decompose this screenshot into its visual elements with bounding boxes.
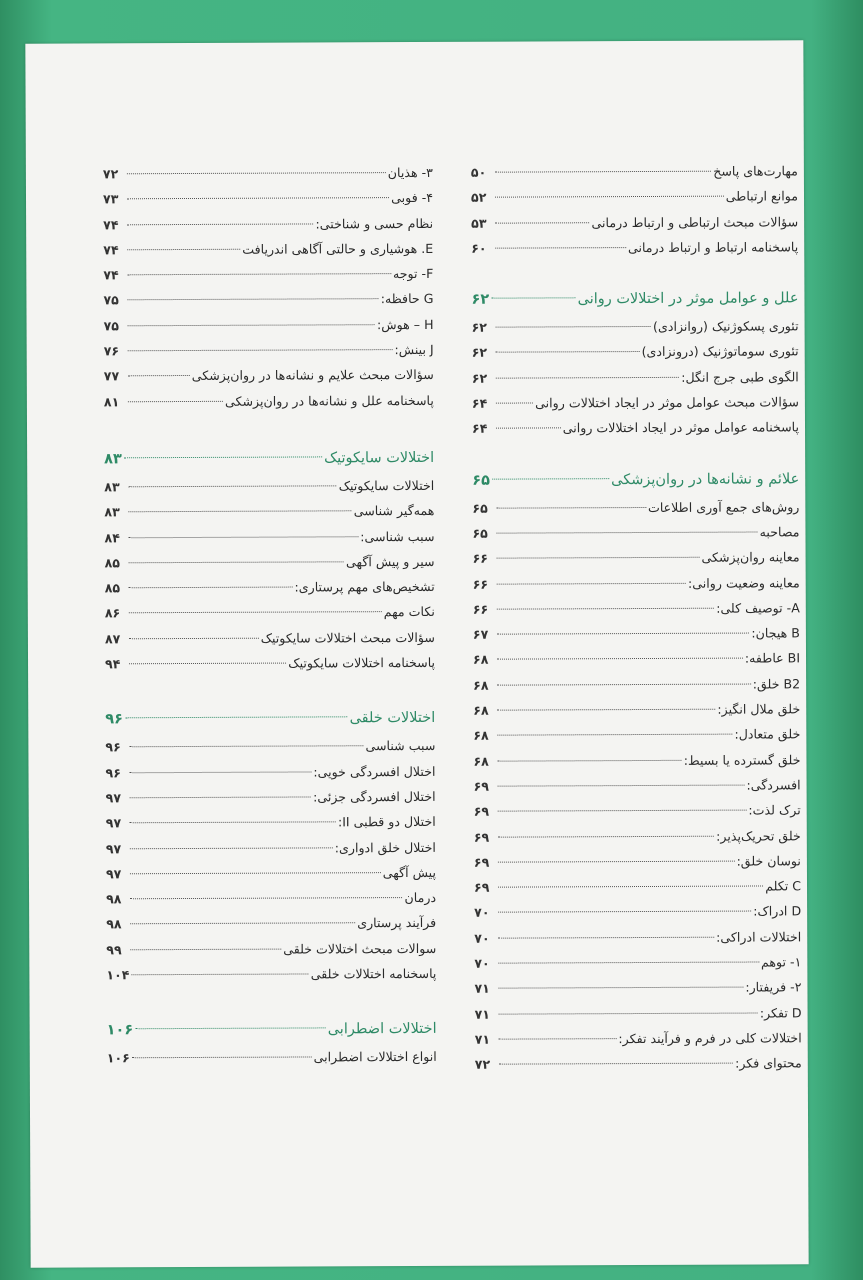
toc-entry bbox=[473, 595, 800, 622]
toc-right-column bbox=[471, 158, 802, 1077]
toc-entry-title: ۳- هذیان bbox=[387, 164, 433, 181]
section-heading bbox=[471, 284, 798, 315]
toc-entry bbox=[471, 184, 798, 211]
section-heading-title: اختلالات اضطرابی bbox=[327, 1021, 437, 1038]
toc-entry-page: ۱۰۶ bbox=[106, 1050, 130, 1066]
toc-entry-title: اختلال دو قطبی II: bbox=[337, 814, 436, 830]
dot-leader bbox=[496, 376, 679, 379]
toc-entry-title: مهارت‌های پاسخ bbox=[713, 163, 798, 179]
toc-group bbox=[104, 473, 435, 677]
toc-entry-title: افسردگی: bbox=[746, 777, 801, 793]
toc-entry-page: ۶۹ bbox=[473, 778, 489, 794]
section-heading-page: ۱۰۶ bbox=[106, 1022, 134, 1039]
toc-entry-page: ۵۰ bbox=[470, 164, 487, 180]
dot-leader bbox=[128, 323, 375, 326]
dot-leader bbox=[495, 221, 589, 223]
toc-entry bbox=[105, 759, 435, 786]
toc-entry bbox=[474, 899, 801, 926]
toc-entry-title: BI عاطفه: bbox=[744, 650, 801, 667]
toc-entry-page: ۱۰۴ bbox=[106, 967, 130, 983]
toc-entry-page: ۸۴ bbox=[104, 529, 120, 545]
toc-entry bbox=[473, 671, 800, 698]
section-heading-title: علل و عوامل موثر در اختلالات روانی bbox=[577, 290, 799, 308]
toc-entry-page: ۶۸ bbox=[473, 753, 489, 769]
toc-entry bbox=[103, 185, 433, 212]
dot-leader bbox=[127, 196, 389, 199]
toc-entry-title: اختلال خلق ادواری: bbox=[334, 839, 436, 855]
dot-leader bbox=[497, 556, 700, 559]
toc-entry-page: ۶۷ bbox=[472, 626, 489, 642]
toc-entry-page: ۷۲ bbox=[474, 1056, 491, 1072]
toc-left-column bbox=[103, 160, 437, 1071]
toc-entry-title: D ادراک: bbox=[753, 903, 802, 919]
toc-entry bbox=[105, 733, 435, 760]
toc-entry-title: همه‌گیر شناسی bbox=[353, 503, 435, 519]
toc-entry-title: درمان bbox=[404, 890, 437, 906]
toc-entry bbox=[104, 523, 434, 550]
dot-leader bbox=[128, 374, 190, 376]
dot-leader bbox=[498, 809, 747, 812]
dot-leader bbox=[130, 821, 336, 824]
dot-leader bbox=[496, 402, 533, 404]
toc-entry-title: تئوری سوماتوژنیک (درونزادی) bbox=[641, 343, 799, 360]
dot-leader bbox=[128, 484, 336, 487]
dot-leader bbox=[128, 535, 358, 538]
toc-entry-page: ۶۸ bbox=[473, 728, 489, 744]
section-heading-title: علائم و نشانه‌ها در روان‌پزشکی bbox=[611, 471, 800, 488]
toc-entry-page: ۶۵ bbox=[472, 525, 488, 541]
dot-leader bbox=[127, 222, 313, 225]
section-heading bbox=[107, 1014, 437, 1045]
dot-leader bbox=[130, 947, 281, 950]
toc-entry bbox=[471, 209, 798, 236]
toc-entry bbox=[475, 1051, 802, 1078]
toc-entry-page: ۶۶ bbox=[472, 576, 489, 592]
toc-entry-page: ۹۸ bbox=[106, 916, 122, 932]
toc-entry-page: ۶۸ bbox=[473, 702, 489, 718]
toc-entry-page: ۵۲ bbox=[470, 189, 487, 206]
toc-group bbox=[472, 314, 800, 442]
toc-entry-page: ۷۱ bbox=[474, 1031, 491, 1047]
toc-entry-page: ۶۹ bbox=[473, 854, 490, 870]
toc-entry-title: B هیجان: bbox=[751, 625, 800, 641]
dot-leader bbox=[496, 427, 561, 429]
toc-entry bbox=[104, 473, 434, 500]
toc-entry-page: ۵۳ bbox=[471, 215, 487, 231]
dot-leader bbox=[498, 961, 759, 964]
toc-entry-title: سؤالات مبحث اختلالات سایکوتیک bbox=[260, 629, 435, 646]
dot-leader bbox=[498, 986, 743, 989]
dot-leader bbox=[130, 871, 381, 874]
toc-entry bbox=[474, 924, 801, 951]
toc-entry-page: ۶۹ bbox=[473, 829, 490, 845]
toc-entry-title: فرآیند پرستاری bbox=[357, 915, 437, 931]
toc-entry bbox=[104, 388, 434, 415]
toc-entry bbox=[474, 823, 801, 850]
dot-leader bbox=[128, 348, 393, 351]
dot-leader bbox=[128, 400, 223, 402]
toc-entry bbox=[104, 312, 434, 339]
dot-leader bbox=[497, 758, 681, 761]
dot-leader bbox=[497, 632, 749, 635]
section-heading-page: ۹۶ bbox=[105, 711, 124, 728]
toc-entry-page: ۹۷ bbox=[105, 840, 122, 856]
toc-entry bbox=[106, 834, 436, 861]
toc-entry-title: پاسخنامه اختلالات خلقی bbox=[310, 965, 437, 982]
toc-entry-page: ۹۶ bbox=[105, 764, 121, 781]
toc-entry-page: ۷۶ bbox=[103, 343, 120, 359]
toc-entry-page: ۶۶ bbox=[472, 550, 488, 567]
toc-entry-page: ۶۹ bbox=[473, 879, 490, 895]
section-heading-title: اختلالات خلقی bbox=[349, 710, 436, 727]
dot-leader bbox=[498, 859, 735, 862]
toc-entry bbox=[473, 545, 800, 572]
toc-entry-title: پاسخنامه عوامل موثر در ایجاد اختلالات روانی bbox=[562, 419, 800, 436]
dot-leader bbox=[129, 560, 344, 563]
dot-leader bbox=[495, 195, 724, 198]
toc-entry-title: سیر و پیش آگهی bbox=[346, 553, 435, 570]
toc-entry-page: ۷۰ bbox=[474, 905, 490, 921]
toc-entry bbox=[105, 599, 435, 626]
toc-entry-title: پاسخنامه ارتباط و ارتباط درمانی bbox=[627, 239, 799, 255]
toc-entry-page: ۶۶ bbox=[472, 601, 489, 617]
toc-entry-page: ۹۷ bbox=[105, 790, 122, 806]
toc-entry bbox=[103, 261, 433, 288]
dot-leader bbox=[127, 248, 240, 250]
dot-leader bbox=[130, 846, 333, 849]
dot-leader bbox=[498, 910, 751, 913]
dot-leader bbox=[129, 586, 293, 589]
toc-entry bbox=[474, 975, 801, 1002]
toc-entry bbox=[471, 234, 798, 261]
toc-entry-title: خلق متعادل: bbox=[734, 726, 801, 742]
toc-entry bbox=[472, 519, 799, 546]
toc-entry-page: ۸۵ bbox=[104, 555, 121, 571]
toc-group bbox=[472, 494, 802, 1077]
dot-leader bbox=[128, 510, 351, 513]
toc-entry bbox=[473, 620, 800, 647]
toc-entry-title: H – هوش: bbox=[376, 316, 434, 332]
toc-entry-title: خلق تحریک‌پذیر: bbox=[716, 827, 801, 844]
section-heading bbox=[104, 443, 434, 474]
dot-leader bbox=[496, 506, 646, 509]
toc-entry bbox=[471, 158, 798, 185]
toc-entry-title: اختلال افسردگی خویی: bbox=[313, 763, 436, 780]
toc-entry-page: ۹۴ bbox=[105, 656, 121, 672]
book-page bbox=[25, 40, 808, 1267]
toc-entry-title: ۴- فوبی bbox=[391, 190, 434, 206]
toc-entry-page: ۶۴ bbox=[471, 395, 488, 411]
toc-entry bbox=[105, 650, 435, 677]
toc-entry bbox=[106, 784, 436, 811]
toc-entry-title: مصاحبه bbox=[759, 524, 800, 540]
toc-entry-title: معاینه وضعیت روانی: bbox=[688, 574, 800, 591]
toc-entry-title: سبب شناسی: bbox=[360, 528, 435, 544]
toc-entry-title: اختلال افسردگی جزئی: bbox=[313, 788, 436, 805]
toc-entry-title: D تفکر: bbox=[759, 1004, 802, 1021]
toc-entry-title: ترک لذت: bbox=[748, 802, 801, 818]
toc-entry-title: تشخیص‌های مهم پرستاری: bbox=[294, 579, 435, 595]
toc-entry bbox=[103, 160, 433, 187]
dot-leader bbox=[495, 246, 626, 249]
toc-group bbox=[103, 160, 434, 414]
dot-leader bbox=[497, 581, 686, 584]
toc-entry bbox=[104, 362, 434, 389]
toc-entry-title: پاسخنامه اختلالات سایکوتیک bbox=[288, 654, 436, 671]
section-heading-title: اختلالات سایکوتیک bbox=[324, 449, 435, 467]
toc-entry-title: C تکلم bbox=[765, 878, 802, 894]
dot-leader bbox=[132, 1056, 312, 1059]
toc-entry bbox=[104, 498, 434, 525]
dot-leader bbox=[498, 784, 745, 787]
toc-entry bbox=[473, 570, 800, 597]
dot-leader bbox=[130, 795, 311, 798]
toc-group bbox=[107, 1044, 437, 1071]
toc-entry bbox=[105, 574, 435, 601]
toc-entry bbox=[106, 936, 436, 963]
toc-entry-title: معاینه روان‌پزشکی bbox=[701, 549, 800, 566]
toc-entry-title: ۲- فریفتار: bbox=[745, 979, 802, 995]
dot-leader bbox=[497, 607, 714, 610]
toc-entry-title: E. هوشیاری و حالتی آگاهی اندریافت bbox=[242, 240, 434, 257]
toc-entry-title: اختلالات سایکوتیک bbox=[338, 477, 435, 494]
toc-entry bbox=[106, 961, 436, 988]
toc-entry-page: ۷۱ bbox=[474, 980, 490, 997]
toc-entry-page: ۸۳ bbox=[104, 504, 120, 520]
dot-leader bbox=[496, 325, 651, 328]
dot-leader bbox=[129, 662, 286, 665]
section-heading-page: ۸۳ bbox=[104, 451, 122, 468]
toc-entry-page: ۷۴ bbox=[103, 267, 119, 283]
toc-entry-title: الگوی طبی جرج انگل: bbox=[681, 369, 799, 385]
toc-entry bbox=[473, 696, 800, 723]
toc-entry bbox=[103, 236, 433, 263]
toc-entry-title: خلق ملال انگیز: bbox=[717, 701, 801, 717]
toc-entry bbox=[106, 910, 436, 937]
toc-entry-page: ۶۰ bbox=[471, 240, 487, 256]
toc-entry-title: نوسان خلق: bbox=[736, 853, 801, 869]
dot-leader bbox=[498, 885, 763, 888]
dot-leader bbox=[130, 896, 402, 899]
toc-entry bbox=[472, 339, 799, 366]
toc-entry-title: موانع ارتباطی bbox=[725, 188, 799, 204]
dot-leader bbox=[130, 770, 312, 773]
dot-leader bbox=[499, 1062, 733, 1065]
toc-entry-title: ۱- توهم bbox=[760, 954, 802, 970]
toc-entry-page: ۷۱ bbox=[474, 1006, 490, 1022]
toc-entry bbox=[474, 772, 801, 799]
toc-entry bbox=[473, 646, 800, 673]
toc-entry bbox=[473, 722, 800, 749]
toc-entry bbox=[105, 549, 435, 576]
toc-entry-title: اختلالات ادراکی: bbox=[716, 929, 802, 945]
dot-leader bbox=[127, 298, 378, 301]
dot-leader bbox=[130, 922, 355, 925]
toc-entry-title: روش‌های جمع آوری اطلاعات bbox=[647, 499, 800, 515]
toc-entry-page: ۸۳ bbox=[104, 479, 120, 495]
toc-entry-title: J بینش: bbox=[394, 342, 434, 358]
toc-entry bbox=[472, 389, 799, 416]
section-heading bbox=[472, 464, 799, 495]
toc-entry-title: F- توجه bbox=[392, 266, 434, 282]
dot-leader bbox=[498, 935, 714, 938]
toc-entry bbox=[475, 1000, 802, 1027]
toc-entry bbox=[106, 860, 436, 887]
toc-entry-page: ۷۰ bbox=[474, 955, 490, 971]
toc-entry-page: ۶۸ bbox=[472, 652, 489, 668]
toc-group bbox=[105, 733, 436, 987]
toc-entry-page: ۸۷ bbox=[104, 631, 121, 647]
dot-leader bbox=[499, 1037, 617, 1040]
toc-entry-title: انواع اختلالات اضطرابی bbox=[313, 1049, 437, 1065]
toc-entry bbox=[472, 364, 799, 391]
toc-entry-page: ۶۸ bbox=[473, 677, 489, 693]
toc-entry bbox=[475, 1025, 802, 1052]
toc-entry bbox=[473, 747, 800, 774]
toc-entry-title: A- توصیف کلی: bbox=[716, 600, 800, 616]
toc-entry-title: اختلالات کلی در فرم و فرآیند تفکر: bbox=[618, 1030, 802, 1047]
toc-entry-page: ۹۶ bbox=[105, 739, 121, 755]
dot-leader bbox=[496, 530, 757, 533]
dot-leader bbox=[497, 682, 751, 685]
toc-entry-page: ۹۸ bbox=[106, 891, 122, 907]
toc-entry-title: خلق گسترده یا بسیط: bbox=[683, 751, 801, 768]
toc-entry-page: ۶۲ bbox=[471, 345, 488, 361]
toc-group bbox=[471, 158, 798, 261]
toc-entry-title: B2 خلق: bbox=[752, 676, 801, 692]
toc-entry-title: محتوای فکر: bbox=[735, 1055, 802, 1071]
toc-entry-title: سؤالات مبحث عوامل موثر در ایجاد اختلالات روانی bbox=[535, 394, 799, 411]
toc-entry bbox=[106, 809, 436, 836]
toc-entry bbox=[105, 625, 435, 652]
toc-entry bbox=[474, 798, 801, 825]
toc-entry-page: ۶۹ bbox=[473, 803, 490, 819]
dot-leader bbox=[495, 170, 711, 173]
dot-leader bbox=[499, 1011, 758, 1014]
toc-entry-title: G حافظه: bbox=[380, 291, 434, 307]
toc-entry bbox=[106, 885, 436, 912]
toc-entry-title: سبب شناسی bbox=[365, 738, 436, 754]
toc-entry-page: ۶۲ bbox=[471, 370, 488, 386]
toc-entry bbox=[103, 286, 433, 313]
toc-entry-title: نظام حسی و شناختی: bbox=[315, 215, 434, 232]
toc-entry-page: ۷۵ bbox=[103, 318, 119, 334]
toc-entry-page: ۹۷ bbox=[105, 815, 122, 831]
toc-entry-page: ۸۵ bbox=[104, 580, 121, 596]
toc-entry-page: ۷۴ bbox=[103, 216, 119, 232]
toc-entry bbox=[474, 949, 801, 976]
dot-leader bbox=[129, 636, 259, 639]
toc-entry-title: پاسخنامه علل و نشانه‌ها در روان‌پزشکی bbox=[225, 392, 434, 409]
toc-entry-page: ۷۳ bbox=[102, 191, 119, 207]
toc-entry-title: سؤالات مبحث ارتباطی و ارتباط درمانی bbox=[591, 213, 799, 230]
section-heading bbox=[105, 703, 435, 734]
toc-entry-page: ۸۱ bbox=[103, 393, 120, 410]
dot-leader bbox=[127, 171, 386, 174]
toc-entry-title: سؤالات مبحث علایم و نشانه‌ها در روان‌پزشکی bbox=[191, 367, 434, 384]
toc-entry-page: ۷۰ bbox=[474, 930, 490, 946]
section-heading-page: ۶۵ bbox=[472, 472, 490, 489]
dot-leader bbox=[131, 972, 308, 975]
section-heading-page: ۶۲ bbox=[471, 291, 490, 308]
dot-leader bbox=[127, 272, 391, 275]
toc-entry-page: ۷۴ bbox=[103, 242, 119, 258]
toc-entry-page: ۶۲ bbox=[471, 319, 487, 335]
toc-entry bbox=[104, 337, 434, 364]
toc-entry-page: ۶۵ bbox=[472, 500, 488, 516]
toc-entry-page: ۷۲ bbox=[102, 166, 119, 182]
dot-leader bbox=[497, 657, 743, 660]
dot-leader bbox=[496, 351, 640, 354]
toc-entry-page: ۷۷ bbox=[103, 368, 120, 384]
toc-entry bbox=[474, 873, 801, 900]
toc-entry-title: سوالات مبحث اختلالات خلقی bbox=[283, 940, 437, 957]
toc-entry-page: ۶۴ bbox=[471, 421, 488, 437]
dot-leader bbox=[129, 745, 363, 748]
toc-entry bbox=[474, 848, 801, 875]
toc-entry bbox=[107, 1044, 437, 1071]
toc-entry-page: ۷۵ bbox=[103, 292, 119, 308]
toc-entry-title: نکات مهم bbox=[383, 604, 435, 620]
toc-entry bbox=[472, 494, 799, 521]
toc-entry-page: ۸۶ bbox=[104, 605, 121, 621]
toc-entry-title: پیش آگهی bbox=[382, 864, 436, 880]
dot-leader bbox=[497, 708, 715, 711]
toc-entry bbox=[472, 314, 799, 341]
toc-entry bbox=[472, 415, 799, 442]
toc-entry-page: ۹۹ bbox=[106, 942, 122, 958]
dot-leader bbox=[129, 611, 382, 614]
toc-entry bbox=[103, 211, 433, 238]
toc-entry-page: ۹۷ bbox=[105, 866, 122, 882]
dot-leader bbox=[497, 733, 732, 736]
toc-entry-title: تئوری پسکوژنیک (روانزادی) bbox=[653, 318, 799, 335]
dot-leader bbox=[498, 834, 714, 837]
